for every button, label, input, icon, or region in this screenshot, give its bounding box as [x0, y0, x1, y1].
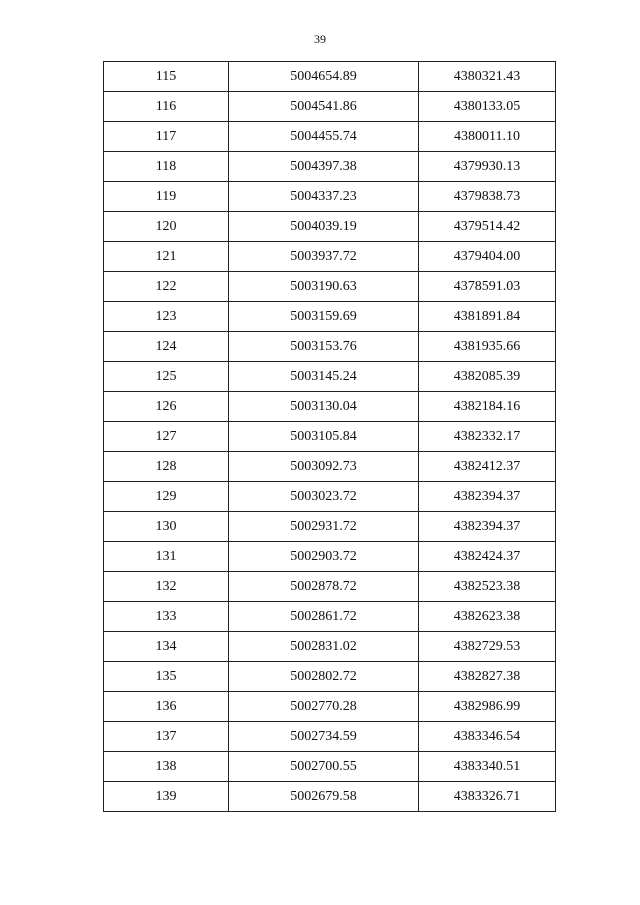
y-coordinate-cell: 4383326.71	[419, 782, 556, 812]
table-row	[104, 362, 556, 392]
x-coordinate-cell: 5002831.02	[229, 632, 419, 662]
x-coordinate-cell: 5004039.19	[229, 212, 419, 242]
table-row	[104, 212, 556, 242]
point-number-cell: 139	[104, 782, 229, 812]
y-coordinate-cell: 4379404.00	[419, 242, 556, 272]
table-body	[104, 62, 556, 812]
x-coordinate-cell: 5002903.72	[229, 542, 419, 572]
x-coordinate-cell: 5004541.86	[229, 92, 419, 122]
y-coordinate-cell: 4382729.53	[419, 632, 556, 662]
y-coordinate-cell: 4382085.39	[419, 362, 556, 392]
point-number-cell: 118	[104, 152, 229, 182]
point-number-cell: 125	[104, 362, 229, 392]
table-row	[104, 392, 556, 422]
y-coordinate-cell: 4382412.37	[419, 452, 556, 482]
y-coordinate-cell: 4382394.37	[419, 482, 556, 512]
point-number-cell: 120	[104, 212, 229, 242]
x-coordinate-cell: 5002734.59	[229, 722, 419, 752]
point-number-cell: 135	[104, 662, 229, 692]
y-coordinate-cell: 4383340.51	[419, 752, 556, 782]
y-coordinate-cell: 4382986.99	[419, 692, 556, 722]
y-coordinate-cell: 4379838.73	[419, 182, 556, 212]
table-row	[104, 92, 556, 122]
y-coordinate-cell: 4379930.13	[419, 152, 556, 182]
table-row	[104, 182, 556, 212]
point-number-cell: 138	[104, 752, 229, 782]
point-number-cell: 133	[104, 602, 229, 632]
table-row	[104, 122, 556, 152]
x-coordinate-cell: 5003145.24	[229, 362, 419, 392]
x-coordinate-cell: 5004337.23	[229, 182, 419, 212]
table-row	[104, 782, 556, 812]
point-number-cell: 131	[104, 542, 229, 572]
y-coordinate-cell: 4379514.42	[419, 212, 556, 242]
table-row	[104, 572, 556, 602]
table-row	[104, 452, 556, 482]
y-coordinate-cell: 4382827.38	[419, 662, 556, 692]
table-row	[104, 332, 556, 362]
point-number-cell: 121	[104, 242, 229, 272]
table-row	[104, 602, 556, 632]
x-coordinate-cell: 5004455.74	[229, 122, 419, 152]
y-coordinate-cell: 4381891.84	[419, 302, 556, 332]
table-row	[104, 152, 556, 182]
table-row	[104, 482, 556, 512]
x-coordinate-cell: 5002861.72	[229, 602, 419, 632]
x-coordinate-cell: 5003190.63	[229, 272, 419, 302]
y-coordinate-cell: 4382332.17	[419, 422, 556, 452]
point-number-cell: 137	[104, 722, 229, 752]
x-coordinate-cell: 5003092.73	[229, 452, 419, 482]
table-row	[104, 512, 556, 542]
x-coordinate-cell: 5004654.89	[229, 62, 419, 92]
point-number-cell: 132	[104, 572, 229, 602]
point-number-cell: 126	[104, 392, 229, 422]
x-coordinate-cell: 5003023.72	[229, 482, 419, 512]
point-number-cell: 117	[104, 122, 229, 152]
table-row	[104, 302, 556, 332]
y-coordinate-cell: 4380321.43	[419, 62, 556, 92]
coordinates-table	[103, 61, 556, 812]
x-coordinate-cell: 5002770.28	[229, 692, 419, 722]
y-coordinate-cell: 4382523.38	[419, 572, 556, 602]
point-number-cell: 124	[104, 332, 229, 362]
table-row	[104, 662, 556, 692]
y-coordinate-cell: 4380011.10	[419, 122, 556, 152]
x-coordinate-cell: 5003153.76	[229, 332, 419, 362]
point-number-cell: 119	[104, 182, 229, 212]
x-coordinate-cell: 5003130.04	[229, 392, 419, 422]
point-number-cell: 127	[104, 422, 229, 452]
x-coordinate-cell: 5004397.38	[229, 152, 419, 182]
x-coordinate-cell: 5002679.58	[229, 782, 419, 812]
y-coordinate-cell: 4382424.37	[419, 542, 556, 572]
table-row	[104, 242, 556, 272]
table-row	[104, 272, 556, 302]
table-row	[104, 62, 556, 92]
x-coordinate-cell: 5003159.69	[229, 302, 419, 332]
table-row	[104, 422, 556, 452]
y-coordinate-cell: 4382394.37	[419, 512, 556, 542]
x-coordinate-cell: 5002802.72	[229, 662, 419, 692]
x-coordinate-cell: 5002700.55	[229, 752, 419, 782]
x-coordinate-cell: 5002878.72	[229, 572, 419, 602]
x-coordinate-cell: 5003937.72	[229, 242, 419, 272]
table-row	[104, 632, 556, 662]
y-coordinate-cell: 4382184.16	[419, 392, 556, 422]
y-coordinate-cell: 4383346.54	[419, 722, 556, 752]
table-row	[104, 542, 556, 572]
point-number-cell: 136	[104, 692, 229, 722]
page-number: 39	[314, 32, 326, 46]
point-number-cell: 123	[104, 302, 229, 332]
y-coordinate-cell: 4382623.38	[419, 602, 556, 632]
x-coordinate-cell: 5002931.72	[229, 512, 419, 542]
point-number-cell: 115	[104, 62, 229, 92]
point-number-cell: 134	[104, 632, 229, 662]
y-coordinate-cell: 4378591.03	[419, 272, 556, 302]
y-coordinate-cell: 4380133.05	[419, 92, 556, 122]
table-row	[104, 752, 556, 782]
point-number-cell: 130	[104, 512, 229, 542]
table-row	[104, 692, 556, 722]
point-number-cell: 122	[104, 272, 229, 302]
x-coordinate-cell: 5003105.84	[229, 422, 419, 452]
table-row	[104, 722, 556, 752]
point-number-cell: 129	[104, 482, 229, 512]
point-number-cell: 128	[104, 452, 229, 482]
point-number-cell: 116	[104, 92, 229, 122]
y-coordinate-cell: 4381935.66	[419, 332, 556, 362]
